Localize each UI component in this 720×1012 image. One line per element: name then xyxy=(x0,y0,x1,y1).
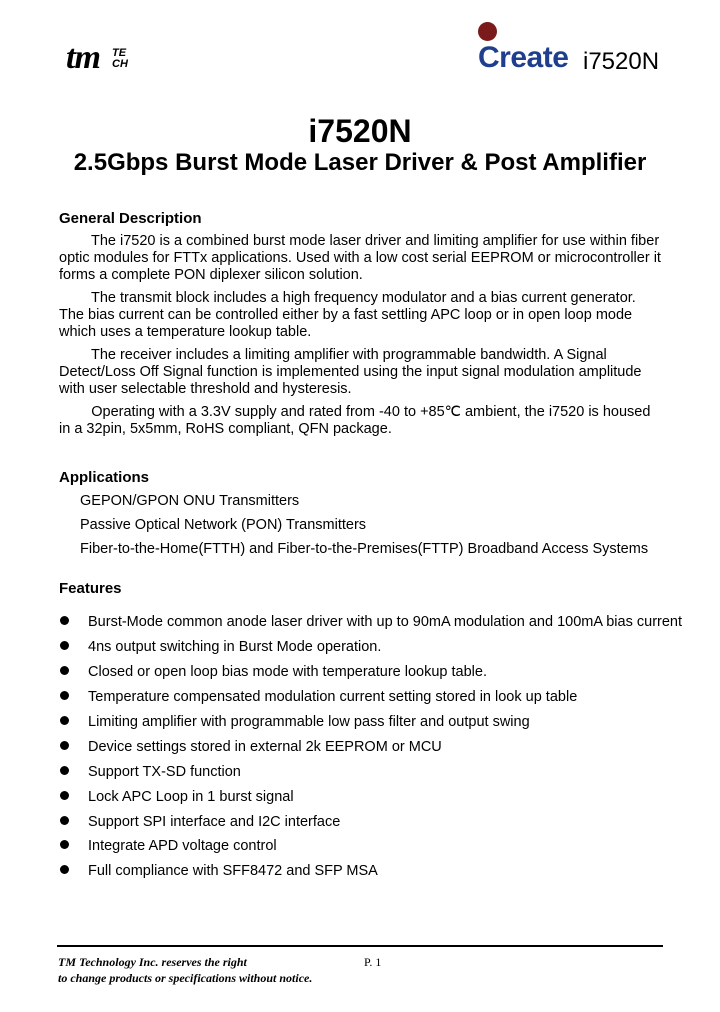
general-description-heading: General Description xyxy=(59,210,202,227)
page-number: P. 1 xyxy=(364,955,382,969)
application-item: GEPON/GPON ONU Transmitters xyxy=(80,493,300,509)
feature-item xyxy=(60,763,241,781)
feature-item xyxy=(60,638,381,656)
bullet-icon xyxy=(60,741,69,750)
application-item: Fiber-to-the-Home(FTTH) and Fiber-to-the-Premises(FTTP) Broadband Access Systems xyxy=(80,541,649,557)
create-logo xyxy=(478,22,658,78)
page-subtitle: 2.5Gbps Burst Mode Laser Driver & Post Amplifier xyxy=(73,149,647,176)
feature-item xyxy=(60,713,530,731)
page-title: i7520N xyxy=(308,113,412,149)
footer-divider xyxy=(57,945,663,947)
header-part-number: i7520N xyxy=(583,48,660,75)
description-paragraph-2: The transmit block includes a high frequency modulator and a bias current generator. The bias current can be controlled either by a fast settling APC loop or in open loop mode which uses a temperature lookup table. xyxy=(59,290,636,340)
bullet-icon xyxy=(60,616,69,625)
feature-text: Limiting amplifier with programmable low pass filter and output swing xyxy=(88,714,530,730)
bullet-icon xyxy=(60,865,69,874)
footer-disclaimer-line-2: to change products or specifications without notice. xyxy=(58,971,313,985)
feature-text: Closed or open loop bias mode with temperature lookup table. xyxy=(88,664,487,680)
tm-logo-main: tm xyxy=(66,39,100,76)
description-paragraph-1: The i7520 is a combined burst mode laser driver and limiting amplifier for use within fiber optic modules for FTTx applications. Used with a low cost serial EEPROM or microcontroller it forms a complete PON diplexer silicon solution. xyxy=(59,233,661,283)
feature-text: Burst-Mode common anode laser driver with up to 90mA modulation and 100mA bias current xyxy=(88,614,683,630)
feature-text: Integrate APD voltage control xyxy=(88,838,277,854)
bullet-icon xyxy=(60,766,69,775)
feature-item xyxy=(60,613,682,631)
feature-text: Support TX-SD function xyxy=(88,764,241,780)
create-logo-dot xyxy=(478,22,497,41)
feature-item xyxy=(60,788,294,806)
feature-text: 4ns output switching in Burst Mode operation. xyxy=(88,639,382,655)
features-heading: Features xyxy=(59,580,122,597)
feature-text: Full compliance with SFF8472 and SFP MSA xyxy=(88,863,378,879)
feature-item xyxy=(60,862,378,880)
application-item: Passive Optical Network (PON) Transmitters xyxy=(80,517,367,533)
feature-item xyxy=(60,738,442,756)
bullet-icon xyxy=(60,816,69,825)
bullet-icon xyxy=(60,791,69,800)
feature-text: Temperature compensated modulation current setting stored in look up table xyxy=(88,689,578,705)
feature-item xyxy=(60,688,577,706)
bullet-icon xyxy=(60,641,69,650)
bullet-icon xyxy=(60,840,69,849)
feature-item xyxy=(60,663,487,681)
feature-text: Device settings stored in external 2k EEPROM or MCU xyxy=(88,739,442,755)
bullet-icon xyxy=(60,691,69,700)
tm-tech-logo xyxy=(66,40,146,76)
feature-item xyxy=(60,813,340,831)
tm-logo-te: TE xyxy=(112,47,127,59)
tm-logo-ch: CH xyxy=(112,58,128,70)
bullet-icon xyxy=(60,716,69,725)
applications-heading: Applications xyxy=(59,469,150,486)
feature-text: Lock APC Loop in 1 burst signal xyxy=(88,789,294,805)
footer-disclaimer-line-1: TM Technology Inc. reserves the right xyxy=(58,955,247,969)
feature-item xyxy=(60,837,277,855)
description-paragraph-4: Operating with a 3.3V supply and rated from -40 to +85℃ ambient, the i7520 is housed in a 32pin, 5x5mm, RoHS compliant, QFN package. xyxy=(59,404,651,437)
bullet-icon xyxy=(60,666,69,675)
create-logo-word: Create xyxy=(478,41,569,74)
description-paragraph-3: The receiver includes a limiting amplifier with programmable bandwidth. A Signal Detect/Loss Off Signal function is implemented using the input signal modulation amplitude with user selectable threshold and hysteresis. xyxy=(59,347,642,397)
feature-text: Support SPI interface and I2C interface xyxy=(88,814,341,830)
